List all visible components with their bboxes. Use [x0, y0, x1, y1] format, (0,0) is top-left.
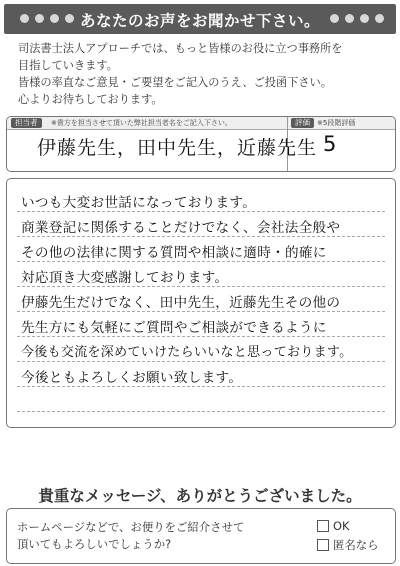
ruled-line: [17, 311, 385, 312]
rating-label: 評価: [291, 118, 314, 128]
dot-icon: [345, 14, 354, 23]
dot-icon: [330, 14, 339, 23]
message-line: 今後ともよろしくお願い致します。: [21, 370, 243, 386]
staff-label: 担当者: [11, 118, 42, 128]
message-line: 対応頂き大変感謝しております。: [21, 270, 229, 286]
ruled-line: [17, 236, 385, 237]
ruled-line: [17, 336, 385, 337]
option-anonymous-label: 匿名なら: [333, 538, 379, 552]
message-line: 商業登記に関係することだけでなく、会社法全般や: [21, 220, 341, 236]
intro-line: 皆様の率直なご意見・ご要望をご記入のうえ、ご投函下さい。: [18, 76, 332, 89]
intro-line: 目指していきます。: [18, 59, 118, 72]
option-anonymous[interactable]: [317, 537, 379, 553]
dot-icon: [35, 14, 44, 23]
message-line: いつも大変お世話になっております。: [21, 195, 257, 211]
intro-line: 司法書士法人アプローチでは、もっと皆様のお役に立つ事務所を: [18, 42, 343, 55]
message-line: 今後も交流を深めていけたらいいなと思っております。: [21, 345, 353, 360]
intro-line: 心よりお待ちしております。: [18, 93, 163, 106]
decorative-dots-left: [20, 14, 74, 23]
dot-icon: [50, 14, 59, 23]
checkbox-icon[interactable]: [317, 539, 329, 551]
dot-icon: [375, 14, 384, 23]
message-line: 伊藤先生だけでなく、田中先生，近藤先生その他の: [21, 295, 341, 311]
ruled-line: [17, 211, 385, 212]
consent-box: [6, 508, 396, 564]
checkbox-icon[interactable]: [317, 520, 329, 532]
consent-line: ホームページなどで、お便りをご紹介させて: [17, 520, 245, 534]
ruled-line: [17, 361, 385, 362]
ruled-line: [17, 386, 385, 387]
consent-line: 頂いてもよろしいでしょうか?: [17, 537, 172, 551]
rating-value-handwritten: 5: [323, 132, 337, 156]
consent-question: [17, 519, 244, 553]
staff-names-handwritten: 伊藤先生，田中先生，近藤先生: [37, 137, 318, 159]
page-title: あなたのお声をお聞かせ下さい。: [79, 12, 320, 30]
staff-field: [6, 116, 396, 172]
message-field: [6, 178, 396, 428]
dot-icon: [360, 14, 369, 23]
rating-note: ※5段階評価: [317, 119, 356, 127]
decorative-dots-right: [330, 14, 384, 23]
message-line: その他の法律に関する質問や相談に適時・的確に: [21, 245, 327, 261]
option-ok[interactable]: [317, 519, 349, 533]
message-line: 先生方にも気軽にご質問やご相談ができるように: [21, 320, 327, 336]
ruled-line: [17, 286, 385, 287]
dot-icon: [20, 14, 29, 23]
intro-text: [18, 40, 390, 108]
ruled-line: [17, 411, 385, 412]
ruled-line: [17, 261, 385, 262]
option-ok-label: OK: [333, 519, 350, 533]
header-banner: [4, 4, 396, 34]
staff-field-header: [7, 117, 395, 130]
thanks-message: 貴重なメッセージ、ありがとうございました。: [38, 487, 362, 505]
staff-note: ※貴方を担当させて頂いた弊社担当者名をご記入下さい。: [51, 119, 232, 127]
